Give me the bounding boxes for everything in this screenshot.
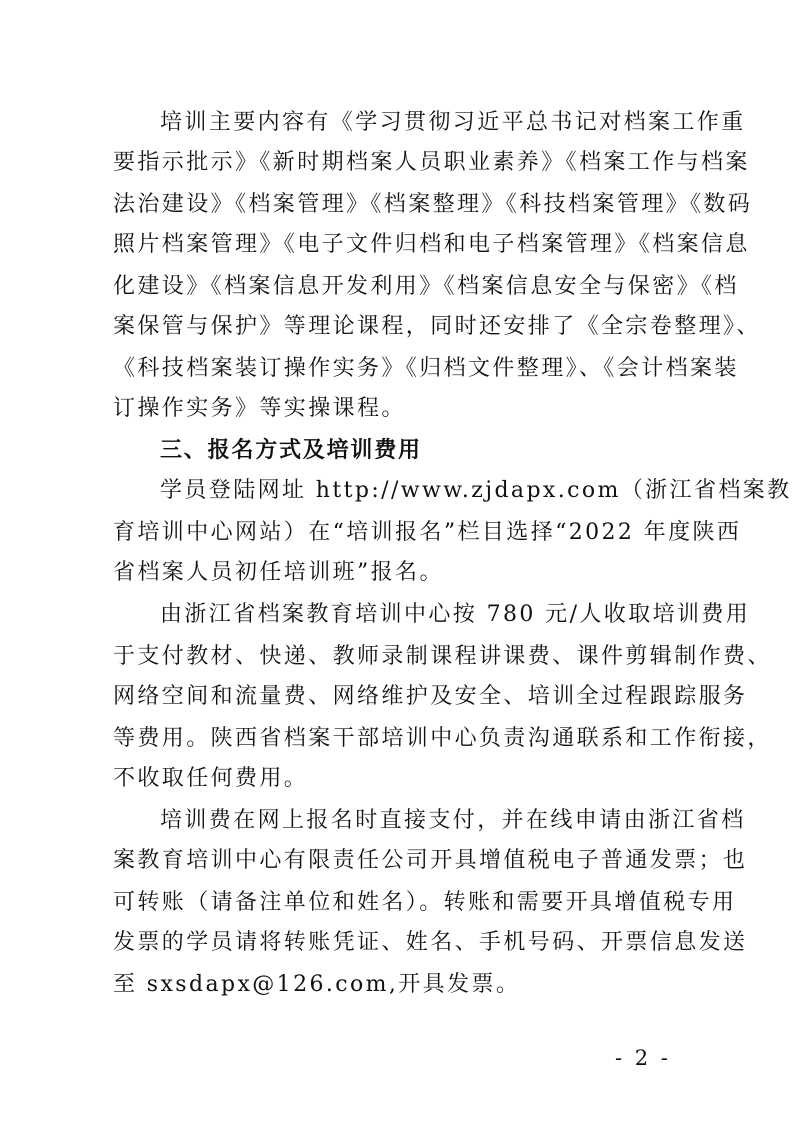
text-line: 不收取任何费用。 — [113, 766, 309, 791]
text-line: 至 sxsdapx@126.com,开具发票。 — [113, 972, 521, 997]
text-line: 学员登陆网址 http://www.zjdapx.com（浙江省档案教 — [160, 478, 792, 503]
text-line: 省档案人员初任培训班”报名。 — [113, 560, 444, 585]
text-line: 可转账（请备注单位和姓名）。转账和需要开具增值税专用 — [113, 890, 737, 915]
text-line: 育培训中心网站）在“培训报名”栏目选择“2022 年度陕西 — [113, 520, 742, 545]
text-line: 发票的学员请将转账凭证、姓名、手机号码、开票信息发送 — [113, 930, 748, 955]
text-line: 化建设》《档案信息开发利用》《档案信息安全与保密》《档 — [113, 274, 739, 299]
section-heading: 三、报名方式及培训费用 — [160, 438, 422, 463]
text-line: 由浙江省档案教育培训中心按 780 元/人收取培训费用 — [160, 602, 751, 627]
text-line: 照片档案管理》《电子文件归档和电子档案管理》《档案信息 — [113, 232, 750, 257]
text-line: 《科技档案装订操作实务》《归档文件整理》、《会计档案装 — [113, 356, 739, 381]
page-number: - 2 - — [615, 1046, 671, 1070]
text-line: 订操作实务》等实操课程。 — [113, 396, 406, 421]
text-line: 培训主要内容有《学习贯彻习近平总书记对档案工作重 — [160, 110, 746, 135]
text-line: 案教育培训中心有限责任公司开具增值税电子普通发票；也 — [113, 848, 748, 873]
text-line: 于支付教材、快递、教师录制课程讲课费、课件剪辑制作费、 — [113, 644, 772, 669]
text-line: 培训费在网上报名时直接支付，并在线申请由浙江省档 — [160, 808, 746, 833]
text-line: 法治建设》《档案管理》《档案整理》《科技档案管理》《数码 — [113, 192, 753, 217]
text-line: 网络空间和流量费、网络维护及安全、培训全过程跟踪服务 — [113, 684, 748, 709]
text-line: 等费用。陕西省档案干部培训中心负责沟通联系和工作衔接， — [113, 726, 772, 751]
text-line: 案保管与保护》等理论课程，同时还安排了《全宗卷整理》、 — [113, 314, 761, 339]
text-line: 要指示批示》《新时期档案人员职业素养》《档案工作与档案 — [113, 150, 750, 175]
